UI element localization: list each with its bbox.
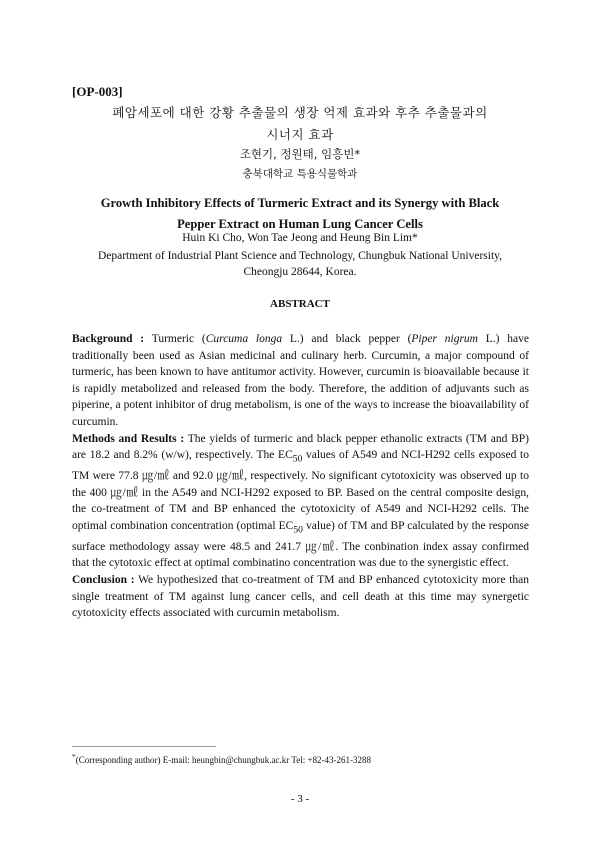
english-affiliation <box>72 248 528 280</box>
abstract-code: [OP-003] <box>72 84 123 99</box>
page-number: - 3 - <box>290 793 310 805</box>
english-authors: Huin Ki Cho, Won Tae Jeong and Heung Bin Lim* <box>182 232 418 244</box>
curcuma-species-name: Curcuma longa <box>205 333 283 345</box>
english-affiliation-line1: Department of Industrial Plant Science and Technology, Chungbuk National University, <box>97 250 503 262</box>
english-title-line1: Growth Inhibitory Effects of Turmeric Extract and its Synergy with Black <box>100 196 500 210</box>
conclusion-text: We hypothesized that co-treatment of TM and BP enhanced cytotoxicity more than single treatment of TM against lung cancer cells, and cell death at this time may synergetic cytotoxicity effects associated with curcumin metabolism. <box>72 573 529 620</box>
korean-authors: 조현기, 정원태, 임흥빈* <box>239 147 361 161</box>
abstract-heading: ABSTRACT <box>270 298 330 310</box>
background-text-2: L.) and black pepper ( <box>282 333 412 345</box>
english-title <box>72 193 528 235</box>
korean-title-line1: 폐암세포에 대한 강황 추출물의 생장 억제 효과와 후추 추출물과의 <box>112 105 488 120</box>
piper-species-name: Piper nigrum <box>411 333 478 345</box>
footnote <box>72 752 371 765</box>
korean-affiliation: 충북대학교 특용식물학과 <box>242 168 358 180</box>
ec50-subscript-2: 50 <box>293 524 303 536</box>
footnote-mark: * <box>72 752 76 761</box>
ec50-subscript-1: 50 <box>292 453 303 465</box>
methods-text-3: value) of TM and BP calculated by the response surface methodology assay were 48.5 and 241.7 ㎍/㎖. The conbination index assay confirmed that the cytotoxic effect at optimal combinatino concentration was due to the synergistic effect. <box>72 519 529 570</box>
methods-paragraph <box>72 431 529 572</box>
methods-label: Methods and Results : <box>72 432 185 445</box>
footnote-rule <box>72 746 216 747</box>
methods-text-2: values of A549 and NCI-H292 cells exposed to TM were 77.8 ㎍/㎖ and 92.0 ㎍/㎖, respectively. No significant cytotoxicity was observed up to the 400 ㎍/㎖ in the A549 and NCI-H292 exposed to BP. Based on the central composite design, the co-treatment of TM and BP enhanced the cytotoxicity of A549 and NCI-H292 cells. The optimal combination concentration (optimal EC <box>72 449 529 532</box>
background-text-3: L.) have traditionally been used as Asian medicinal and culinary herb. Curcumin, a major compound of turmeric, has been known to have antitumor activity. However, curcumin is bioavailable because it is rapidly metabolized and released from the body. Therefore, the addition of adjuvants such as piperine, a potent inhibitor of drug metabolism, is one of the ways to increase the bioavailability of curcumin. <box>72 333 530 428</box>
conclusion-paragraph <box>72 572 529 622</box>
background-paragraph <box>72 331 529 431</box>
abstract-body <box>72 331 529 622</box>
methods-text-1: The yields of turmeric and black pepper ethanolic extracts (TM and BP) are 18.2 and 8.2% (w/w), respectively. The EC <box>72 432 529 462</box>
background-text-1: Turmeric ( <box>144 333 206 345</box>
english-affiliation-line2: Cheongju 28644, Korea. <box>243 266 357 278</box>
footnote-text: (Corresponding author) E-mail: heungbin@chungbuk.ac.kr Tel: +82-43-261-3288 <box>75 755 372 765</box>
korean-title-line2: 시너지 효과 <box>266 127 334 142</box>
conclusion-label: Conclusion : <box>72 573 135 586</box>
english-title-line2: Pepper Extract on Human Lung Cancer Cells <box>177 217 423 231</box>
background-label: Background : <box>72 333 145 345</box>
korean-title <box>72 102 528 146</box>
